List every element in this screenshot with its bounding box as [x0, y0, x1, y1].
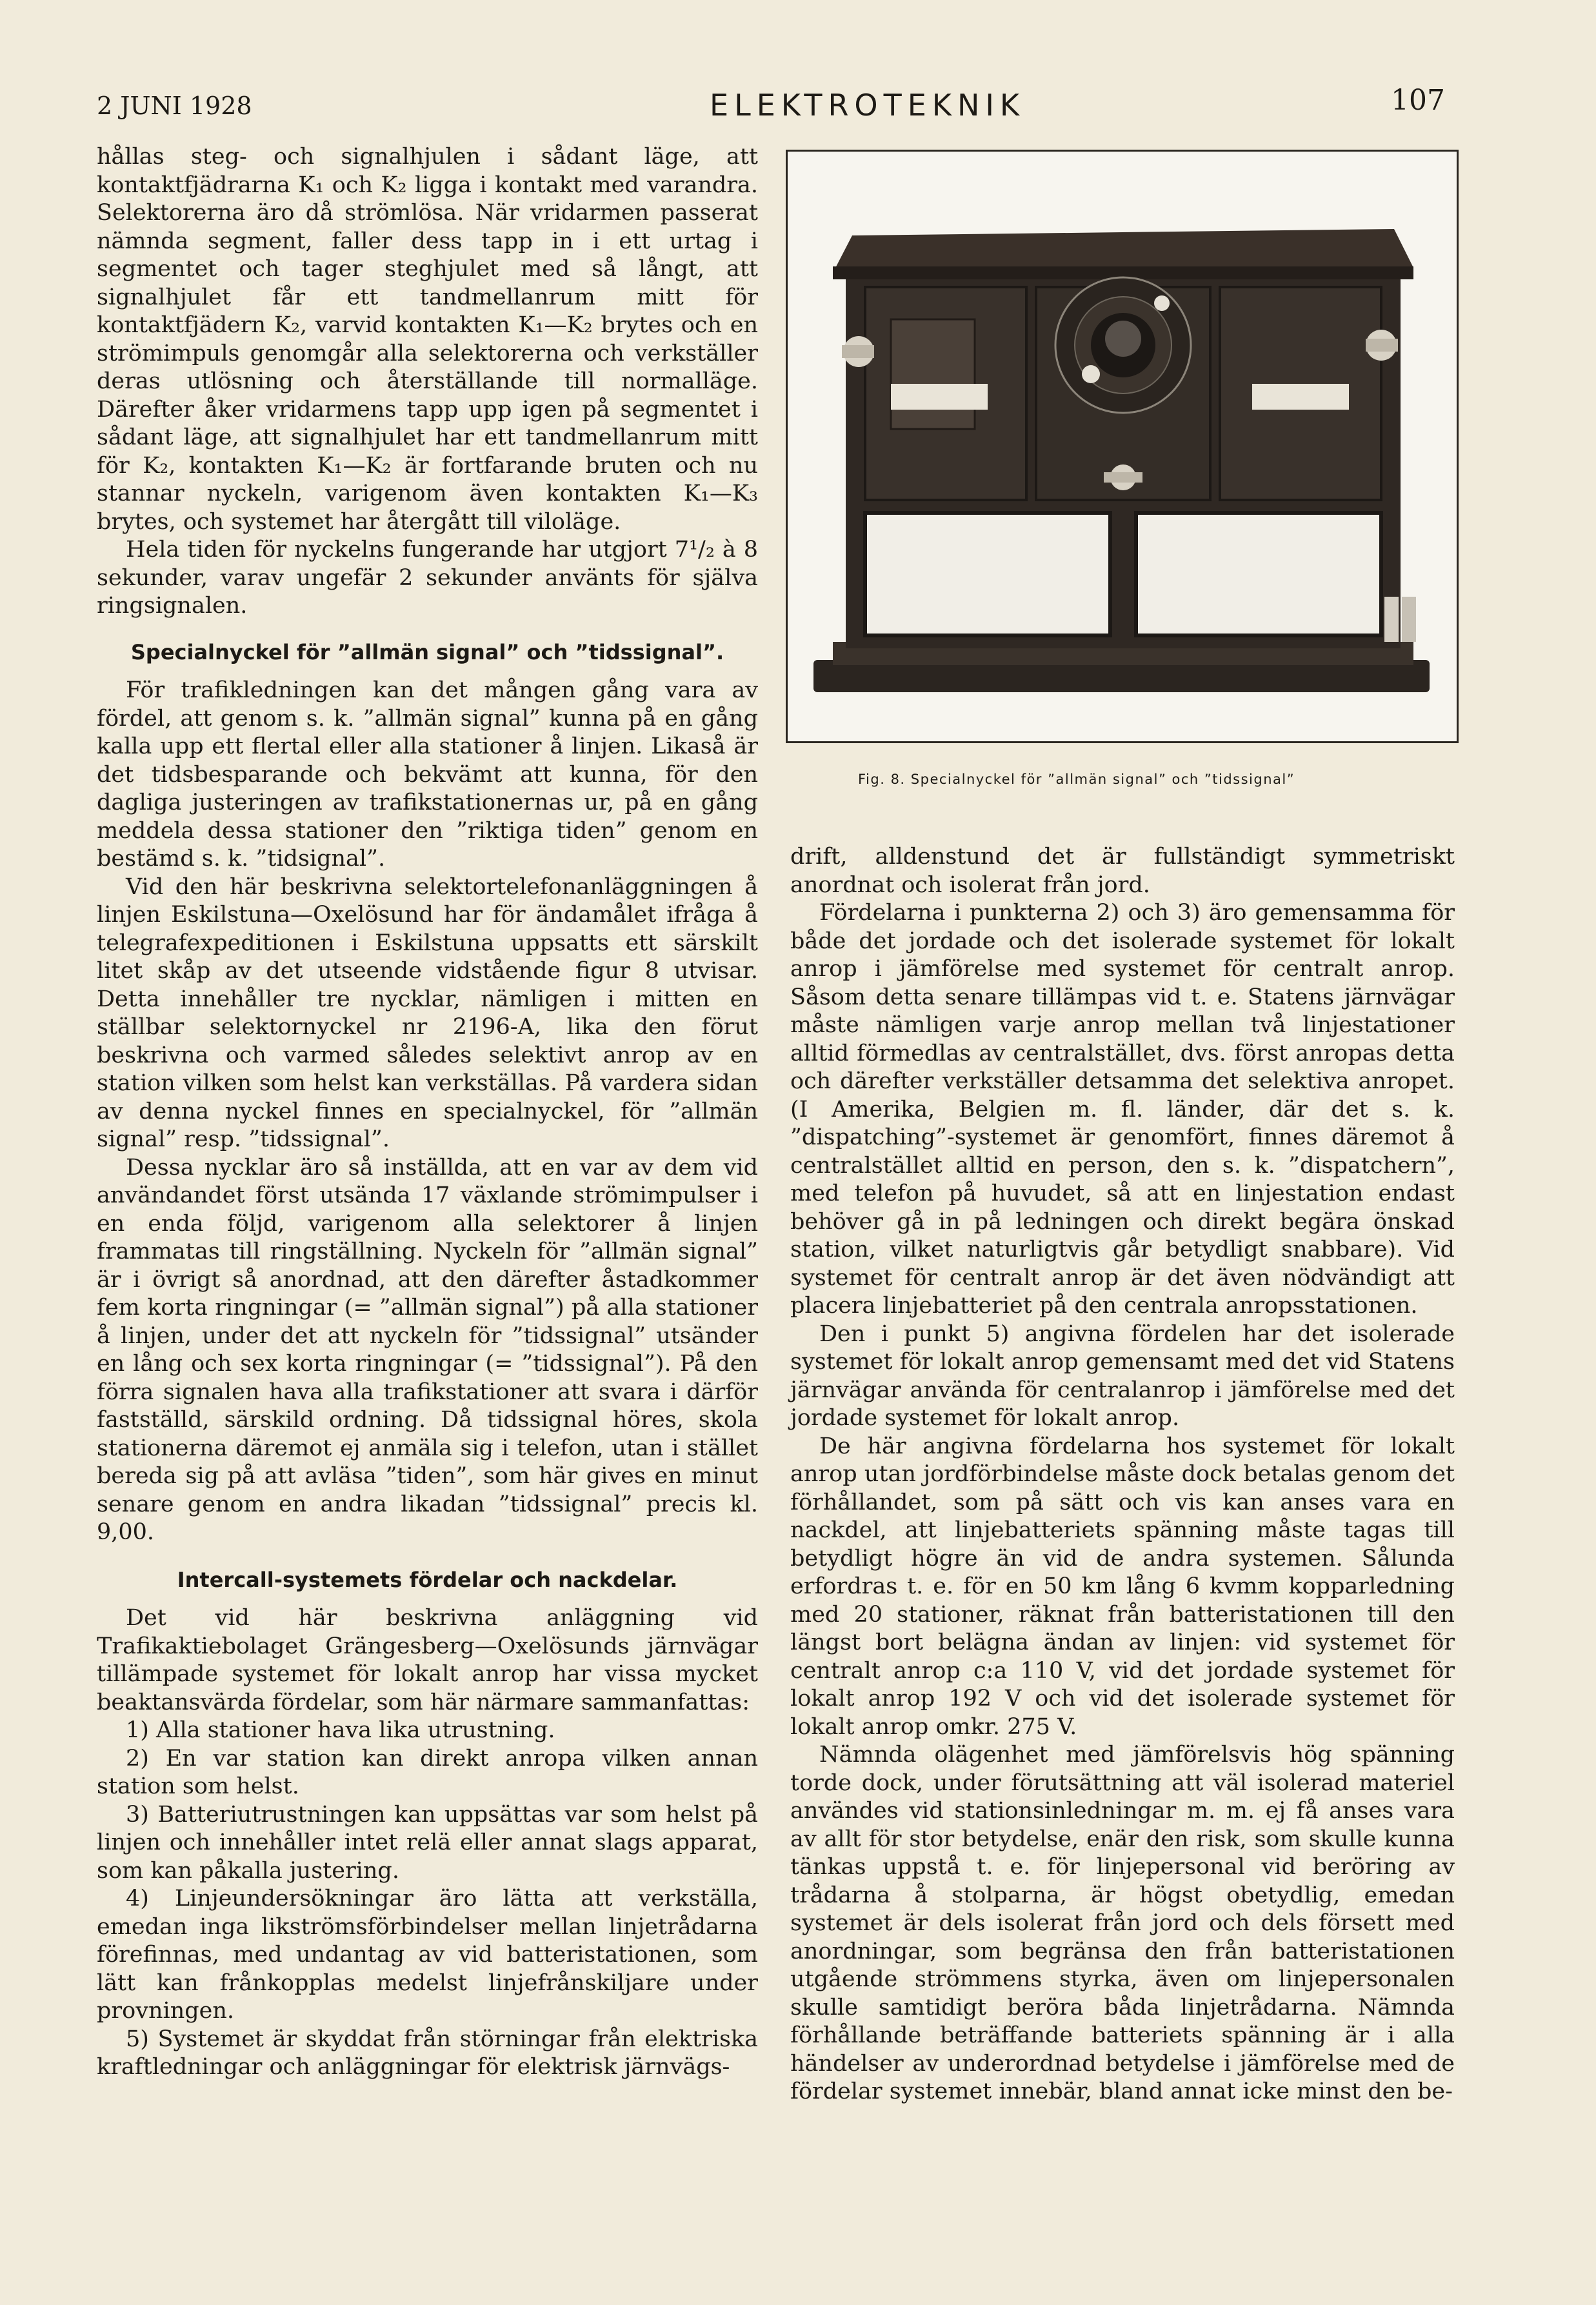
paragraph: Fördelarna i punkterna 2) och 3) äro gemensamma för både det jordade och det isolerade systemet för lokalt anrop i jämförelse med systemet för centralt anrop. Såsom detta senare tillämpas vid t. e. Statens järnvägar måste nämligen varje anrop mellan två linjestationer alltid förmedlas av centralstället, dvs. först anropas detta och därefter verkställer detsamma det selektiva anropet. (I Amerika, Belgien m. fl. länder, där det s. k. ”dispatching”-systemet är genomfört, finnes däremot å centralstället alltid en person, den s. k. ”dispatchern”, med telefon på huvudet, så att en linjestation endast behöver gå in på ledningen och direkt begära önskad station, vilket naturligtvis går betydligt snabbare). Vid systemet för centralt anrop är det även nödvändigt att placera linjebatteriet på den centrala anropsstationen.: [790, 900, 1455, 1319]
paragraph: 1) Alla stationer hava lika utrustning.: [126, 1717, 555, 1743]
paragraph: Vid den här beskrivna selektortelefonanläggningen å linjen Eskilstuna—Oxelösund har för ändamålet ifråga å telegrafexpeditionen i Eskilstuna uppsatts ett särskilt litet skåp av det utseende vidstående figur 8 utvisar. Detta innehåller tre nycklar, nämligen i mitten en ställbar selektornyckel nr 2196-A, lika den förut beskrivna och varmed således selektivt anrop av en station vilken som helst kan verkställas. På vardera sidan av denna nyckel finnes en specialnyckel, för ”allmän signal” resp. ”tidssignal”.: [97, 873, 758, 1152]
paragraph: Det vid här beskrivna anläggning vid Trafikaktiebolaget Grängesberg—Oxelösunds järnvägar tillämpade systemet för lokalt anrop har vissa mycket beaktansvärda fördelar, som här närmare sammanfattas:: [97, 1605, 758, 1715]
paragraph: hållas steg- och signalhjulen i sådant läge, att kontaktfjädrarna K₁ och K₂ ligga i kontakt med varandra. Selektorerna äro då strömlösa. När vridarmen passerat nämnda segment, faller dess tapp in i ett urtag i segmentet och tager steghjulet med så långt, att signalhjulet får ett tandmellanrum mitt för kontaktfjädern K₂, varvid kontakten K₁—K₂ brytes och en strömimpuls genomgår alla selektorerna och verkställer deras utlösning och återställande till normalläge. Därefter åker vridarmens tapp upp igen på segmentet i sådant läge, att signalhjulet har ett tandmellanrum mitt för K₂, kontakten K₁—K₂ är fortfarande bruten och nu stannar nyckeln, varigenom även kontakten K₁—K₃ brytes, och systemet har återgått till viloläge.: [97, 144, 758, 535]
paragraph: De här angivna fördelarna hos systemet för lokalt anrop utan jordförbindelse måste dock betalas genom det förhållandet, som på sätt och vis kan anses vara en nackdel, att linjebatteriets spänning måste tagas till betydligt högre än vid de andra systemen. Sålunda erfordras t. e. för en 50 km lång 6 kvmm kopparledning med 20 stationer, räknat från batteristationen till den längst bort belägna ändan av linjen: vid systemet för centralt anrop c:a 110 V, vid det jordade systemet för lokalt anrop 192 V och vid det isolerade systemet för lokalt anrop omkr. 275 V.: [790, 1433, 1455, 1740]
paragraph: Nämnda olägenhet med jämförelsvis hög spänning torde dock, under förutsättning att väl isolerad materiel användes vid stationsinledningar m. m. ej få anses vara av allt för stor betydelse, enär den risk, som skulle kunna tänkas uppstå t. e. för linjepersonal vid beröring av trådarna å stolparna, är högst obetydlig, emedan systemet är dels isolerat från jord och dels försett med anordningar, som begränsa den från batteristationen utgående strömmens styrka, även om linjepersonalen skulle samtidigt beröra båda linjetrådarna. Nämnda förhållande beträffande batteriets spänning är i alla händelser av underordnad betydelse i jämförelse med de fördelar systemet innebär, bland annat icke minst den be-: [790, 1742, 1455, 2104]
paragraph: drift, alldenstund det är fullständigt symmetriskt anordnat och isolerat från jord.: [790, 844, 1455, 898]
paragraph: Den i punkt 5) angivna fördelen har det isolerade systemet för lokalt anrop gemensamt med det vid Statens järnvägar använda för centralanrop i jämförelse med det jordade systemet för lokalt anrop.: [790, 1321, 1455, 1431]
paragraph: Hela tiden för nyckelns fungerande har utgjort 7¹/₂ à 8 sekunder, varav ungefär 2 sekunder använts för själva ringsignalen.: [97, 537, 758, 619]
paragraph: För trafikledningen kan det mången gång vara av fördel, att genom s. k. ”allmän signal” kunna på en gång kalla upp ett flertal eller alla stationer å linjen. Likaså är det tidsbesparande och bekvämt att kunna, för den dagliga justeringen av trafikstationernas ur, på en gång meddela dessa stationer den ”riktiga tiden” genom en bestämd s. k. ”tidsignal”.: [97, 677, 758, 872]
page-header: [90, 83, 1445, 128]
paragraph: 2) En var station kan direkt anropa vilken annan station som helst.: [97, 1745, 758, 1799]
figure-caption: Fig. 8. Specialnyckel för ”allmän signal” och ”tidssignal”: [858, 772, 1295, 787]
paragraph: 3) Batteriutrustningen kan uppsättas var som helst på linjen och innehåller intet relä eller annat slags apparat, som kan påkalla justering.: [97, 1801, 758, 1884]
signal-key-cabinet-illustration: [788, 152, 1457, 741]
issue-date: 2 JUNI 1928: [97, 92, 252, 120]
section-heading: Intercall-systemets fördelar och nackdelar.: [177, 1567, 678, 1592]
paragraph: 5) Systemet är skyddat från störningar från elektriska kraftledningar och anläggningar för elektrisk järnvägs-: [97, 2026, 758, 2080]
page-number: 107: [1391, 84, 1445, 117]
paragraph: 4) Linjeundersökningar äro lätta att verkställa, emedan inga likströmsförbindelser mellan linjetrådarna förefinnas, med undantag av vid batteristationen, som lätt kan frånkopplas medelst linjefrånskiljare under provningen.: [97, 1886, 758, 2024]
paragraph: Dessa nycklar äro så inställda, att en var av dem vid användandet först utsända 17 växlande strömimpulser i en enda följd, varigenom alla selektorer å linjen frammatas till ringställning. Nyckeln för ”allmän signal” är i övrigt så anordnad, att den därefter åstadkommer fem korta ringningar (= ”allmän signal”) på alla stationer å linjen, under det att nyckeln för ”tidssignal” utsänder en lång och sex korta ringningar (= ”tidssignal”). På den förra signalen hava alla trafikstationer att svara i därför fastställd, särskild ordning. Då tidssignal höres, skola stationerna däremot ej anmäla sig i telefon, utan i stället bereda sig på att avläsa ”tiden”, som här gives en minut senare genom en andra likadan ”tidssignal” precis kl. 9,00.: [97, 1154, 758, 1545]
left-column: [97, 143, 758, 2082]
section-heading: Specialnyckel för ”allmän signal” och ”tidssignal”.: [130, 639, 724, 664]
right-column: [790, 843, 1455, 2106]
figure-8-photo: [786, 150, 1459, 743]
journal-title: ELEKTROTEKNIK: [710, 88, 1026, 123]
